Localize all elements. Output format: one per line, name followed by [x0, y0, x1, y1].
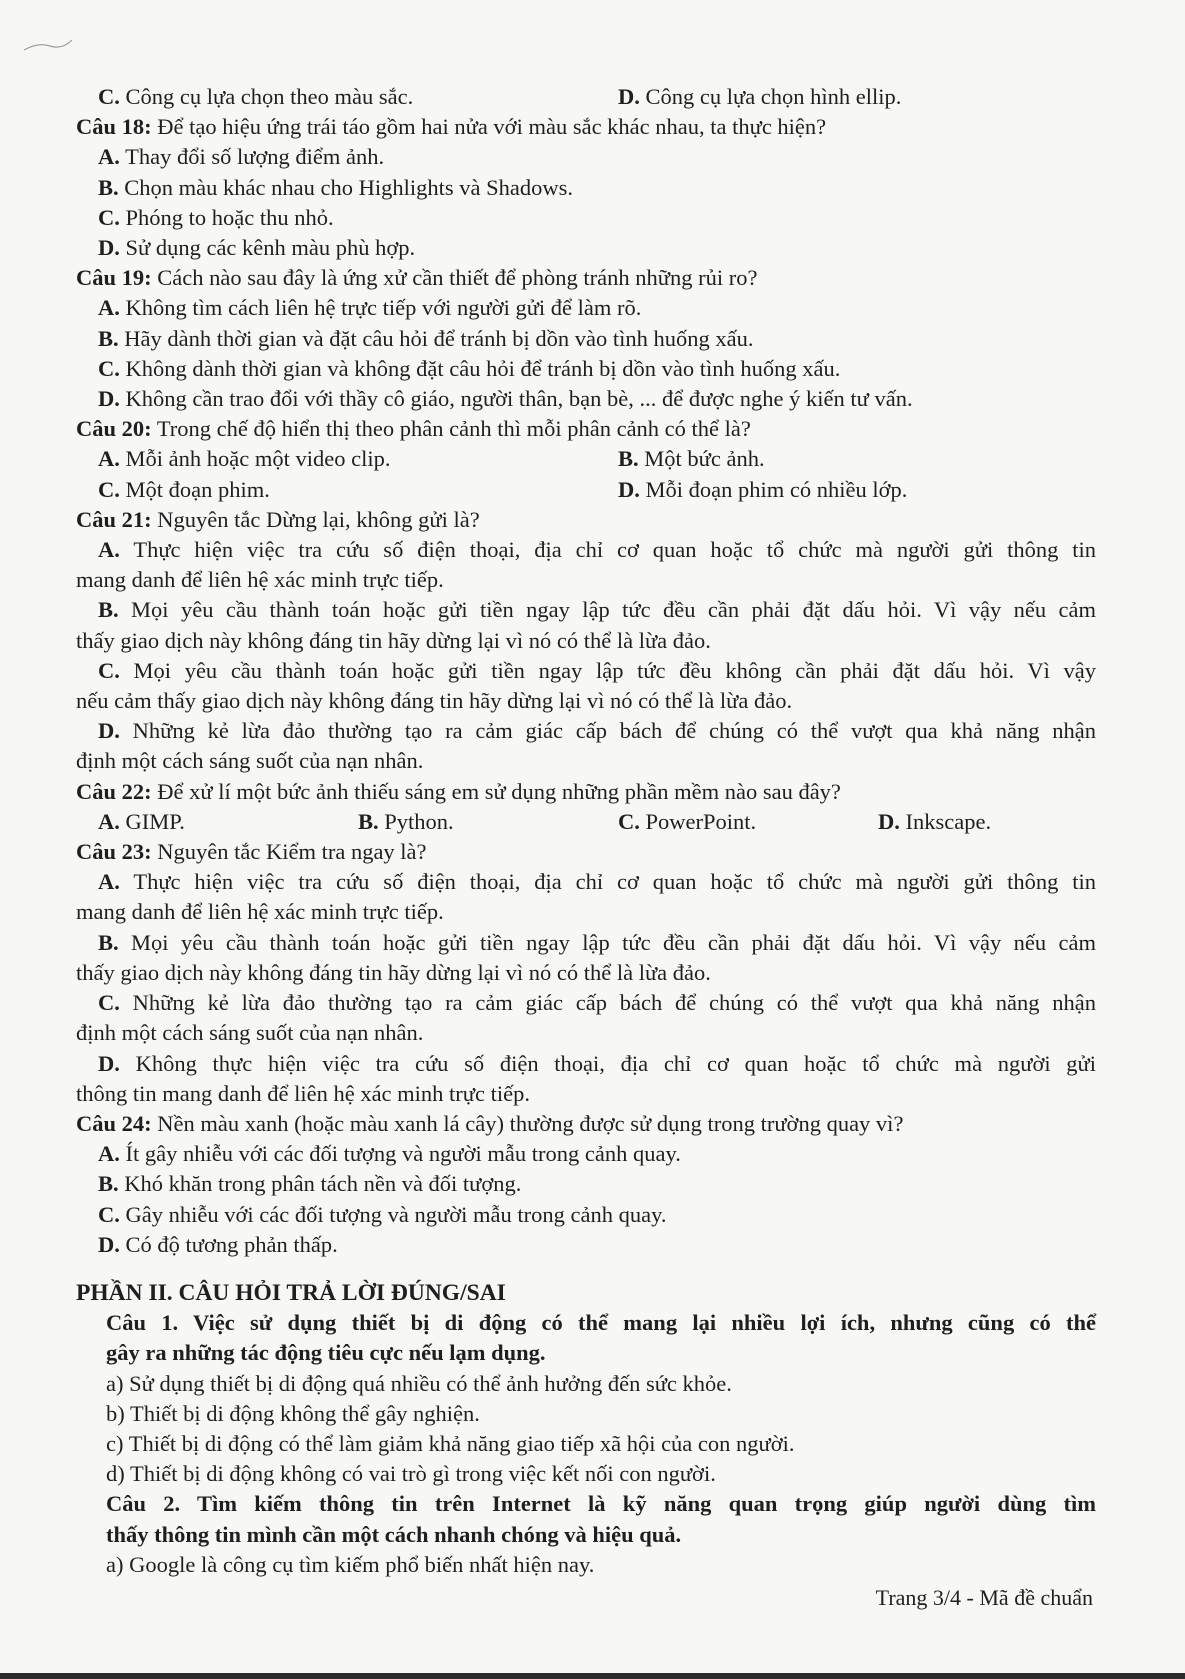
q23-option-d-cont: thông tin mang danh để liên hệ xác minh trực tiếp.: [76, 1080, 530, 1106]
q18-option-a: A. Thay đổi số lượng điểm ảnh.: [98, 144, 385, 170]
q19-option-d: D. Không cần trao đổi với thầy cô giáo, người thân, bạn bè, ... để được nghe ý kiến tư vấn.: [98, 386, 913, 412]
q23-option-b: B. Mọi yêu cầu thành toán hoặc gửi tiền ngay lập tức đều cần phải đặt dấu hỏi. Vì vậy nếu cảm: [98, 929, 1096, 955]
tf-q1-item-c: c) Thiết bị di động có thể làm giảm khả năng giao tiếp xã hội của con người.: [106, 1430, 795, 1456]
q21-stem: Câu 21: Nguyên tắc Dừng lại, không gửi là?: [76, 506, 480, 532]
option-letter: C.: [98, 84, 120, 109]
q23-option-b-cont: thấy giao dịch này không đáng tin hãy dừng lại vì nó có thể là lừa đảo.: [76, 959, 711, 985]
q23-option-a-cont: mang danh để liên hệ xác minh trực tiếp.: [76, 899, 444, 925]
q20-option-d: D. Mỗi đoạn phim có nhiều lớp.: [618, 476, 908, 502]
tf-q2-stem: Câu 2. Tìm kiếm thông tin trên Internet là kỹ năng quan trọng giúp người dùng tìm: [106, 1491, 1096, 1517]
q19-option-c: C. Không dành thời gian và không đặt câu hỏi để tránh bị dồn vào tình huống xấu.: [98, 355, 841, 381]
q22-option-d: D. Inkscape.: [878, 808, 992, 834]
tf-q2-item-a: a) Google là công cụ tìm kiếm phổ biến nhất hiện nay.: [106, 1551, 595, 1577]
q21-option-b-cont: thấy giao dịch này không đáng tin hãy dừng lại vì nó có thể là lừa đảo.: [76, 627, 711, 653]
q20-stem: Câu 20: Trong chế độ hiển thị theo phân cảnh thì mỗi phân cảnh có thể là?: [76, 416, 751, 442]
question-text: Để tạo hiệu ứng trái táo gồm hai nửa với màu sắc khác nhau, ta thực hiện?: [157, 114, 827, 140]
q24-stem: Câu 24: Nền màu xanh (hoặc màu xanh lá cây) thường được sử dụng trong trường quay vì?: [76, 1110, 904, 1136]
q18-option-b: B. Chọn màu khác nhau cho Highlights và Shadows.: [98, 174, 573, 200]
q19-option-b: B. Hãy dành thời gian và đặt câu hỏi để tránh bị dồn vào tình huống xấu.: [98, 325, 754, 351]
tf-q1-item-a: a) Sử dụng thiết bị di động quá nhiều có thể ảnh hưởng đến sức khỏe.: [106, 1370, 732, 1396]
q22-option-b: B. Python.: [358, 808, 454, 834]
q24-option-c: C. Gây nhiễu với các đối tượng và người mẫu trong cảnh quay.: [98, 1201, 667, 1227]
q19-stem: Câu 19: Cách nào sau đây là ứng xử cần thiết để phòng tránh những rủi ro?: [76, 265, 758, 291]
q21-option-d-cont: định một cách sáng suốt của nạn nhân.: [76, 748, 424, 774]
q17-option-d: Công cụ lựa chọn hình ellip.: [645, 84, 902, 109]
q23-option-a: A. Thực hiện việc tra cứu số điện thoại, địa chỉ cơ quan hoặc tổ chức mà người gửi thông tin: [98, 869, 1097, 895]
tf-q1-stem-cont: gây ra những tác động tiêu cực nếu lạm dụng.: [106, 1340, 546, 1366]
tf-q1-item-d: d) Thiết bị di động không có vai trò gì trong việc kết nối con người.: [106, 1461, 716, 1487]
q20-option-c: C. Một đoạn phim.: [98, 476, 270, 502]
q23-option-c-cont: định một cách sáng suốt của nạn nhân.: [76, 1020, 424, 1046]
tf-q1-item-b: b) Thiết bị di động không thể gây nghiện.: [106, 1400, 480, 1426]
q22-option-c: C. PowerPoint.: [618, 808, 757, 834]
q21-option-c-cont: nếu cảm thấy giao dịch này không đáng tin hãy dừng lại vì nó có thể là lừa đảo.: [76, 688, 793, 714]
q24-option-b: B. Khó khăn trong phân tách nền và đối tượng.: [98, 1171, 522, 1197]
q17-options-cd: [76, 82, 1096, 112]
q17-option-c: Công cụ lựa chọn theo màu sắc.: [125, 84, 414, 109]
q23-option-d: D. Không thực hiện việc tra cứu số điện thoại, địa chỉ cơ quan hoặc tổ chức mà người gửi: [98, 1050, 1097, 1076]
q18-option-d: D. Sử dụng các kênh màu phù hợp.: [98, 235, 416, 261]
section-title-part-2: PHẦN II. CÂU HỎI TRẢ LỜI ĐÚNG/SAI: [76, 1279, 506, 1306]
scan-mark: [20, 36, 76, 56]
q20-option-b: B. Một bức ảnh.: [618, 446, 765, 472]
q18-stem: [76, 112, 1096, 142]
q21-option-c: C. Mọi yêu cầu thành toán hoặc gửi tiền ngay lập tức đều không cần phải đặt dấu hỏi. Vì vậy: [98, 657, 1097, 683]
q19-option-a: A. Không tìm cách liên hệ trực tiếp với người gửi để làm rõ.: [98, 295, 642, 321]
option-letter: D.: [618, 84, 640, 109]
q24-option-a: A. Ít gây nhiễu với các đối tượng và người mẫu trong cảnh quay.: [98, 1141, 681, 1167]
question-label: Câu 18:: [76, 114, 152, 140]
exam-page: [76, 82, 1096, 1580]
q20-options-ab: [76, 444, 1096, 474]
q18-option-c: C. Phóng to hoặc thu nhỏ.: [98, 204, 334, 230]
q21-option-d: D. Những kẻ lừa đảo thường tạo ra cảm giác cấp bách để chúng có thể vượt qua khả năng nhận: [98, 718, 1097, 744]
q22-option-a: A. GIMP.: [98, 808, 185, 834]
q21-option-a-cont: mang danh để liên hệ xác minh trực tiếp.: [76, 567, 444, 593]
q22-options: [76, 807, 1096, 837]
q21-option-a: A. Thực hiện việc tra cứu số điện thoại, địa chỉ cơ quan hoặc tổ chức mà người gửi thông tin: [98, 537, 1097, 563]
q23-stem: Câu 23: Nguyên tắc Kiểm tra ngay là?: [76, 839, 427, 865]
q20-options-cd: [76, 475, 1096, 505]
tf-q1-stem: Câu 1. Việc sử dụng thiết bị di động có thể mang lại nhiều lợi ích, nhưng cũng có thể: [106, 1310, 1096, 1336]
page-footer: Trang 3/4 - Mã đề chuẩn: [875, 1585, 1093, 1610]
q24-option-d: D. Có độ tương phản thấp.: [98, 1231, 338, 1257]
tf-q2-stem-cont: thấy thông tin mình cần một cách nhanh chóng và hiệu quả.: [106, 1521, 682, 1547]
scan-edge: [0, 1673, 1185, 1679]
q22-stem: Câu 22: Để xử lí một bức ảnh thiếu sáng em sử dụng những phần mềm nào sau đây?: [76, 778, 841, 804]
q23-option-c: C. Những kẻ lừa đảo thường tạo ra cảm giác cấp bách để chúng có thể vượt qua khả năng nhận: [98, 990, 1097, 1016]
q20-option-a: A. Mỗi ảnh hoặc một video clip.: [98, 446, 391, 472]
q21-option-b: B. Mọi yêu cầu thành toán hoặc gửi tiền ngay lập tức đều cần phải đặt dấu hỏi. Vì vậy nếu cảm: [98, 597, 1096, 623]
